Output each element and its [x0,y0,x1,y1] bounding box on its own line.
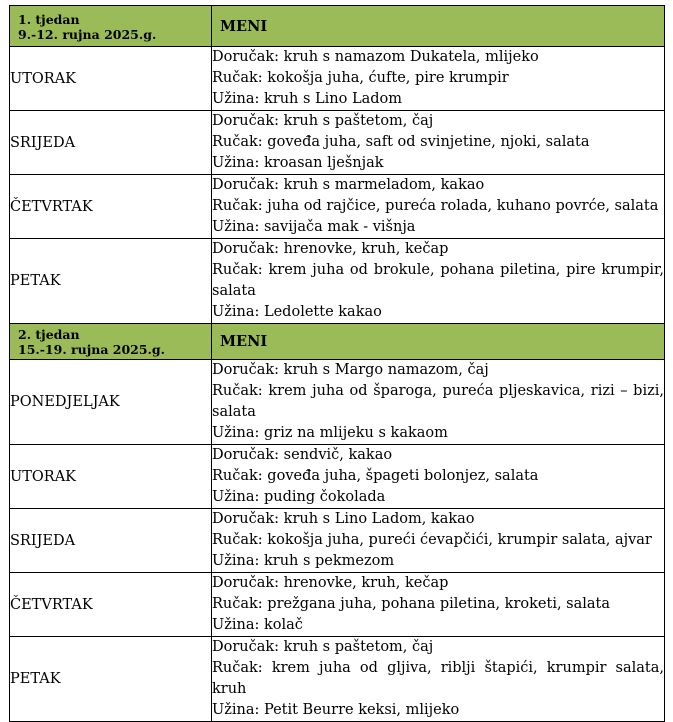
table-row [10,637,665,722]
week-dates: 15.-19. rujna 2025.g. [18,342,166,357]
week-header-cell [10,6,212,47]
meals-cell [212,637,665,722]
lunch-text: Ručak: goveđa juha, saft od svinjetine, njoki, salata [212,134,590,150]
week-header-row [10,6,665,47]
meals-cell [212,111,665,175]
table-row [10,239,665,324]
breakfast-text: Doručak: hrenovke, kruh, kečap [212,575,449,591]
lunch-text: Ručak: krem juha od brokule, pohana piletina, pire krumpir, salata [212,262,664,299]
menu-label: MENI [220,333,268,350]
meals-cell [212,47,665,111]
menu-label: MENI [220,17,268,35]
snack-text: Užina: kolač [212,617,303,633]
day-name: SRIJEDA [10,111,212,175]
meals-cell [212,445,665,509]
meals-cell [212,360,665,445]
table-row [10,360,665,445]
snack-text: Užina: Ledolette kakao [212,304,382,320]
day-name: ČETVRTAK [10,175,212,239]
day-name: PETAK [10,239,212,324]
breakfast-text: Doručak: hrenovke, kruh, kečap [212,241,449,257]
day-name: UTORAK [10,445,212,509]
breakfast-text: Doručak: kruh s Lino Ladom, kakao [212,511,475,527]
snack-text: Užina: kruh s Lino Ladom [212,91,403,107]
day-name: PONEDJELJAK [10,360,212,445]
breakfast-text: Doručak: kruh s Margo namazom, čaj [212,362,489,378]
day-name: PETAK [10,637,212,722]
week-dates: 9.-12. rujna 2025.g. [18,26,157,42]
meals-cell [212,175,665,239]
lunch-text: Ručak: krem juha od gljiva, riblji štapići, krumpir salata, kruh [212,660,664,697]
breakfast-text: Doručak: kruh s paštetom, čaj [212,113,434,129]
table-row [10,445,665,509]
snack-text: Užina: kruh s pekmezom [212,553,395,569]
snack-text: Užina: Petit Beurre keksi, mlijeko [212,702,460,718]
day-name: ČETVRTAK [10,573,212,637]
lunch-text: Ručak: juha od rajčice, pureća rolada, kuhano povrće, salata [212,198,659,214]
breakfast-text: Doručak: sendvič, kakao [212,447,393,463]
table-row [10,175,665,239]
menu-header-cell [212,324,665,360]
lunch-text: Ručak: kokošja juha, ćufte, pire krumpir [212,70,509,86]
meals-cell [212,509,665,573]
menu-header-cell [212,6,665,47]
breakfast-text: Doručak: kruh s namazom Dukatela, mlijeko [212,49,539,65]
snack-text: Užina: kroasan lješnjak [212,155,384,171]
day-name: UTORAK [10,47,212,111]
menu-table [9,5,665,722]
lunch-text: Ručak: krem juha od šparoga, pureća pljeskavica, rizi – bizi, salata [212,383,664,420]
breakfast-text: Doručak: kruh s marmeladom, kakao [212,177,485,193]
lunch-text: Ručak: goveđa juha, špageti bolonjez, salata [212,468,539,484]
table-row [10,509,665,573]
table-row [10,47,665,111]
lunch-text: Ručak: prežgana juha, pohana piletina, kroketi, salata [212,596,611,612]
day-name: SRIJEDA [10,509,212,573]
week-header-row [10,324,665,360]
lunch-text: Ručak: kokošja juha, pureći ćevapčići, krumpir salata, ajvar [212,532,652,548]
breakfast-text: Doručak: kruh s paštetom, čaj [212,639,434,655]
snack-text: Užina: savijača mak - višnja [212,219,416,235]
snack-text: Užina: griz na mlijeku s kakaom [212,425,448,441]
table-row [10,111,665,175]
week-title: 1. tjedan [18,11,80,27]
week-header-cell [10,324,212,360]
table-row [10,573,665,637]
meals-cell [212,239,665,324]
week-title: 2. tjedan [18,327,80,342]
snack-text: Užina: puding čokolada [212,489,386,505]
meals-cell [212,573,665,637]
